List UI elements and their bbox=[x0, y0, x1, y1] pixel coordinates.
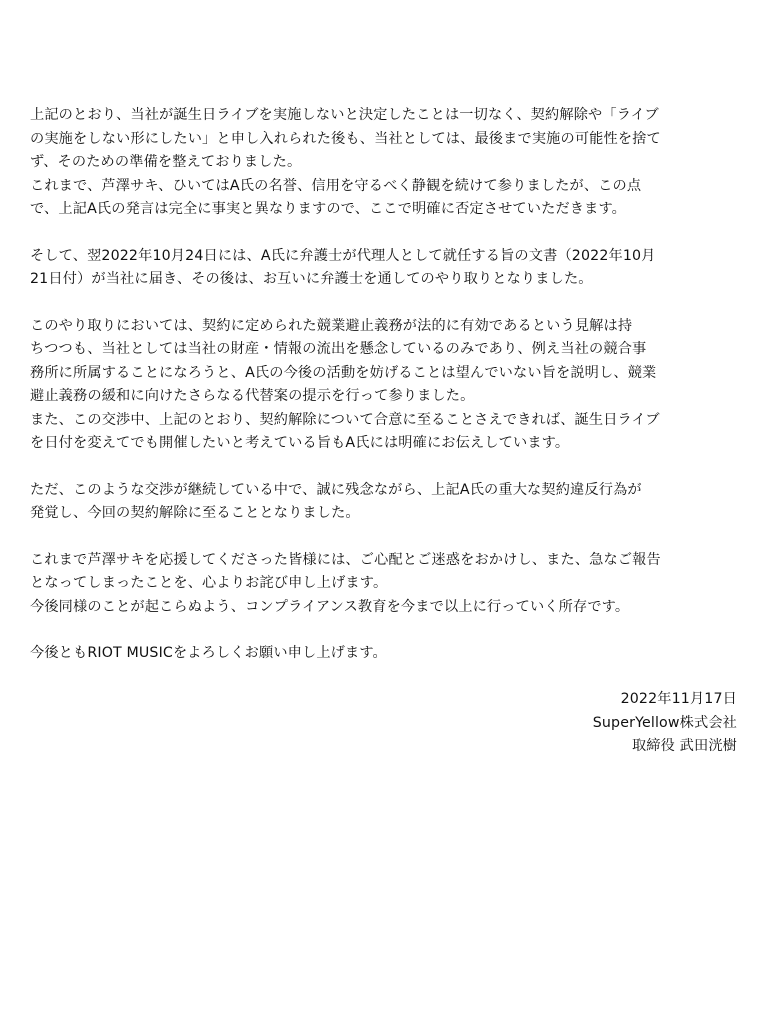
text-line: これまで芦澤サキを応援してくださった皆様には、ご心配とご迷惑をおかけし、また、急なご報告 bbox=[30, 551, 661, 568]
text-line: 上記のとおり、当社が誕生日ライブを実施しないと決定したことは一切なく、契約解除や「ライブ bbox=[30, 107, 659, 123]
paragraph-apology bbox=[30, 549, 750, 620]
text-line: 21日付）が当社に届き、その後は、お互いに弁護士を通してのやり取りとなりました。 bbox=[30, 271, 593, 287]
paragraph-live-denial bbox=[30, 104, 750, 222]
text-line: の実施をしない形にしたい」と申し入れられた後も、当社としては、最後まで実施の可能性を捨て bbox=[30, 130, 661, 147]
text-line: ただ、このような交渉が継続している中で、誠に残念ながら、上記A氏の重大な契約違反行為が bbox=[30, 481, 642, 498]
text-line: ず、そのための準備を整えておりました。 bbox=[30, 154, 302, 170]
text-line: ちつつも、当社としては当社の財産・情報の流出を懸念しているのみであり、例え当社の競合事 bbox=[30, 341, 647, 357]
text-line: そして、翌2022年10月24日には、A氏に弁護士が代理人として就任する旨の文書（2022年10月 bbox=[30, 247, 656, 264]
paragraph-closing bbox=[30, 642, 750, 666]
text-line: となってしまったことを、心よりお詫び申し上げます。 bbox=[30, 575, 388, 591]
text-line: 今後ともRIOT MUSICをよろしくお願い申し上げます。 bbox=[30, 645, 387, 661]
text-line: 務所に所属することになろうと、A氏の今後の活動を妨げることは望んでいない旨を説明し、競業 bbox=[30, 364, 657, 381]
signature-company: SuperYellow株式会社 bbox=[592, 714, 737, 731]
text-line: を日付を変えてでも開催したいと考えている旨もA氏には明確にお伝えしています。 bbox=[30, 435, 570, 451]
paragraph-negotiation bbox=[30, 315, 750, 456]
signature-signer: 取締役 武田洸樹 bbox=[631, 738, 737, 754]
text-line: また、この交渉中、上記のとおり、契約解除について合意に至ることさえできれば、誕生日ライブ bbox=[30, 411, 660, 428]
signature-date: 2022年11月17日 bbox=[620, 691, 737, 707]
text-line: 今後同様のことが起こらぬよう、コンプライアンス教育を今まで以上に行っていく所存です。 bbox=[30, 598, 630, 615]
text-line: 避止義務の緩和に向けたさらなる代替案の提示を行って参りました。 bbox=[30, 388, 475, 404]
text-line: このやり取りにおいては、契約に定められた競業避止義務が法的に有効であるという見解は持 bbox=[30, 317, 633, 334]
signature-block bbox=[593, 688, 737, 759]
paragraph-contract-termination bbox=[30, 479, 750, 526]
text-line: で、上記A氏の発言は完全に事実と異なりますので、ここで明確に否定させていただきます。 bbox=[30, 201, 626, 217]
statement-body bbox=[30, 104, 750, 689]
text-line: これまで、芦澤サキ、ひいてはA氏の名誉、信用を守るべく静観を続けて参りましたが、この点 bbox=[30, 177, 642, 194]
paragraph-lawyer-notice bbox=[30, 245, 750, 292]
text-line: 発覚し、今回の契約解除に至ることとなりました。 bbox=[30, 505, 360, 521]
